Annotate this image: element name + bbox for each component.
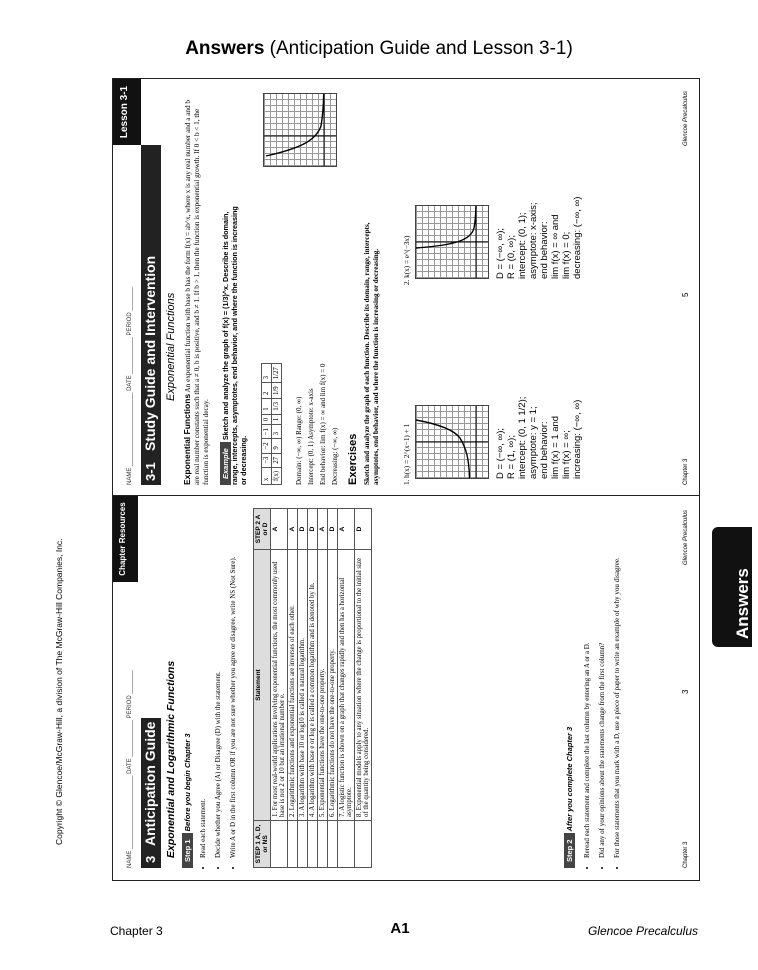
answer-line: asymptote: x-axis;	[528, 202, 539, 279]
cell: −1	[262, 425, 272, 439]
example-table	[261, 363, 282, 485]
lesson-page-content	[113, 79, 699, 497]
exercise-2-curve	[416, 206, 488, 278]
example-block	[221, 205, 248, 485]
lesson-number: 3-1	[143, 462, 158, 481]
answers-side-tab	[712, 527, 752, 647]
exercises-heading: Exercises	[347, 433, 359, 485]
step1-heading	[183, 733, 192, 868]
exercise-2-answer	[495, 197, 583, 279]
exercise-1-answer	[495, 397, 583, 479]
intro-paragraph	[183, 93, 211, 485]
answer-cell: A	[318, 509, 328, 550]
guide-subtitle: Exponential and Logarithmic Functions	[165, 660, 177, 858]
answer-line: lim f(x) = 1 and	[550, 415, 561, 479]
copyright-text: Copyright © Glencoe/McGraw-Hill, a division of The McGraw-Hill Companies, Inc.	[54, 538, 64, 845]
guide-page-content	[113, 496, 699, 880]
col-step2: STEP 2 A or D	[254, 509, 271, 550]
answer-line: end behavior:	[539, 221, 550, 279]
analysis-line: Intercept: (0, 1) Asymptote: x-axis	[307, 388, 315, 485]
bullet-item: • Read each statement.	[199, 498, 208, 858]
step2-heading	[565, 727, 574, 868]
answer-cell: A	[338, 509, 355, 550]
cell: 27	[272, 453, 282, 467]
name-date-period-row: NAME ______________________ DATE ___________ PERIOD _______	[127, 287, 133, 485]
step2-label: Step 2	[564, 833, 575, 868]
guide-title: Anticipation Guide	[142, 721, 158, 846]
col-statement: Statement	[254, 550, 271, 821]
table-row-fx	[272, 364, 282, 485]
table-row	[288, 509, 298, 868]
footer-chapter: Chapter 3	[110, 924, 163, 938]
analysis-line: End behavior: lim f(x) = ∞ and lim f(x) = 0	[319, 363, 327, 485]
answer-line: intercept: (0, 1);	[517, 212, 528, 279]
cell: 3	[272, 425, 282, 439]
example-label: Example	[220, 442, 231, 485]
statement-cell: 8. Exponential models apply to any situation where the change is proportional to the initial size of the quantity being considered.	[355, 550, 372, 821]
col-step1: STEP 1 A, D, or NS	[254, 821, 271, 868]
exercises-instructions: Sketch and analyze the graph of each function. Describe its domain, range, intercepts, asymptotes, end behavior, and where the function is increasing or decreasing.	[363, 222, 380, 485]
intro-text: An exponential function with base b has the form f(x) = ab^x, where x is any real number and a and b are real number constants such that a ≠ 0, b is positive, and b ≠ 1. If b > 1, then the function is exponential growth. If 0 < b < 1, the function is exponential decay.	[184, 99, 210, 485]
answer-line: lim f(x) = 0;	[561, 231, 572, 279]
cell: f(x)	[272, 467, 282, 484]
answer-cell: A	[271, 509, 288, 550]
bullet-item: • For those statements that you mark with a D, use a piece of paper to write an example of why you disagree.	[613, 498, 622, 858]
statement-cell: 2. Logarithmic functions and exponential functions are inverses of each other.	[288, 550, 298, 821]
example-analysis	[293, 185, 341, 485]
footer-book-title: Glencoe Precalculus	[587, 924, 698, 938]
cell: −3	[262, 453, 272, 467]
lesson-3-1-page	[112, 78, 700, 498]
title-bold: Answers	[185, 38, 265, 59]
statement-cell: 3. A logarithm with base 10 or log10 is called a natural logarithm.	[298, 550, 308, 821]
lesson-tab: Lesson 3-1	[113, 79, 141, 145]
page-number: 3	[681, 689, 690, 694]
answer-line: end behavior:	[539, 421, 550, 479]
statement-cell: 4. A logarithm with base e or log e is called a common logarithm and is denoted by ln.	[308, 550, 318, 821]
answer-cell: D	[298, 509, 308, 550]
table-row	[338, 509, 355, 868]
statement-cell: 5. Exponential functions have the one-to-one property.	[318, 550, 328, 821]
answer-line: decreasing: (−∞, ∞)	[572, 196, 583, 279]
statement-cell: 7. A logistic function is shown on a graph that changes rapidly and then has a horizontal asymptote.	[338, 550, 355, 821]
bullet-item: • Decide whether you Agree (A) or Disagree (D) with the statement.	[214, 498, 223, 858]
page-footer-right: Glencoe Precalculus	[683, 91, 689, 147]
exercise-2-graph	[415, 205, 489, 279]
example-graph	[263, 93, 337, 167]
cell: 1	[262, 399, 272, 415]
title-rest: (Anticipation Guide and Lesson 3-1)	[269, 38, 573, 59]
answer-line: intercept: (0, 1 1/2);	[517, 396, 528, 479]
answer-cell: D	[308, 509, 318, 550]
step1-bullets	[199, 498, 238, 876]
guide-title-bar	[141, 718, 161, 868]
step2-bullets	[583, 498, 622, 876]
table-header-row	[254, 509, 271, 868]
cell: 2	[262, 383, 272, 399]
answer-line: lim f(x) = ∞;	[561, 430, 572, 479]
cell: 0	[262, 414, 272, 424]
page-footer-left: Chapter 3	[683, 458, 689, 485]
intro-heading: Exponential Functions	[182, 393, 192, 485]
answer-line: lim f(x) = ∞ and	[550, 214, 561, 279]
answers-tab-label: Answers	[733, 568, 752, 639]
bullet-item: • Reread each statement and complete the last column by entering an A or a D.	[583, 498, 592, 858]
analysis-line: Decreasing: (−∞, ∞)	[331, 427, 339, 485]
answer-line: increasing: (−∞, ∞)	[572, 399, 583, 479]
table-row	[298, 509, 308, 868]
lesson-subtitle: Exponential Functions	[165, 292, 177, 401]
bullet-item: • Did any of your opinions about the statements change from the first column?	[598, 498, 607, 858]
cell: 1/27	[272, 364, 282, 383]
name-date-period-row: NAME ______________________ DATE ___________ PERIOD _______	[127, 670, 133, 868]
table-row	[271, 509, 288, 868]
answer-cell: D	[328, 509, 338, 550]
cell: x	[262, 467, 272, 484]
page-footer-left: Chapter 3	[683, 841, 689, 868]
table-row	[328, 509, 338, 868]
table-row	[318, 509, 328, 868]
answer-line: asymptote: y = 1;	[528, 406, 539, 479]
cell: 9	[272, 439, 282, 453]
cell: −2	[262, 439, 272, 453]
answer-line: R = (1, ∞);	[506, 435, 517, 479]
cell: 3	[262, 364, 272, 383]
answer-cell: D	[355, 509, 372, 550]
example-graph-curve	[264, 94, 336, 166]
answer-line: R = (0, ∞);	[506, 235, 517, 279]
page-number: 5	[681, 292, 690, 297]
answer-line: D = (−∞, ∞);	[495, 427, 506, 479]
statement-cell: 6. Logarithmic functions do not have the one-to-one property.	[328, 550, 338, 821]
step1-label: Step 1	[182, 833, 193, 868]
lesson-title: Study Guide and Intervention	[142, 255, 158, 451]
cell: 1/3	[272, 399, 282, 415]
exercise-1-graph	[415, 405, 489, 479]
lesson-title-bar	[141, 145, 161, 485]
statement-cell: 1. For most real-world applications involving exponential functions, the most commonly used base is not 2 or 10 but an irrational number e.	[271, 550, 288, 821]
table-row	[355, 509, 372, 868]
step1-title: Before you begin Chapter 3	[183, 733, 192, 832]
answer-cell: A	[288, 509, 298, 550]
footer-page-id: A1	[390, 920, 410, 937]
cell: 1/9	[272, 383, 282, 399]
page-footer-right: Glencoe Precalculus	[683, 510, 689, 566]
example-text: Sketch and analyze the graph of f(x) = (1/3)^x. Describe its domain, range, intercepts, asymptotes, end behavior, and where the function is increasing or decreasing.	[221, 206, 248, 485]
anticipation-guide-page	[112, 495, 700, 881]
exercise-1-curve	[416, 406, 488, 478]
chapter-number: 3	[143, 855, 158, 863]
page-title	[0, 38, 758, 60]
step2-title: After you complete Chapter 3	[565, 726, 574, 832]
table-row-x	[262, 364, 272, 485]
anticipation-table	[253, 508, 372, 868]
answer-line: D = (−∞, ∞);	[495, 227, 506, 279]
exercise-2-label: 2. k(x) = e^(−3x)	[403, 235, 411, 285]
exercise-1-label: 1. h(x) = 2^(x−1) + 1	[403, 423, 411, 485]
analysis-line: Domain: (−∞, ∞) Range: (0, ∞)	[295, 396, 303, 485]
chapter-resources-tab: Chapter Resources	[113, 496, 138, 582]
bullet-item: • Write A or D in the first column OR if you are not sure whether you agree or disagree, write NS (Not Sure).	[229, 498, 238, 858]
table-row	[308, 509, 318, 868]
cell: 1	[272, 414, 282, 424]
